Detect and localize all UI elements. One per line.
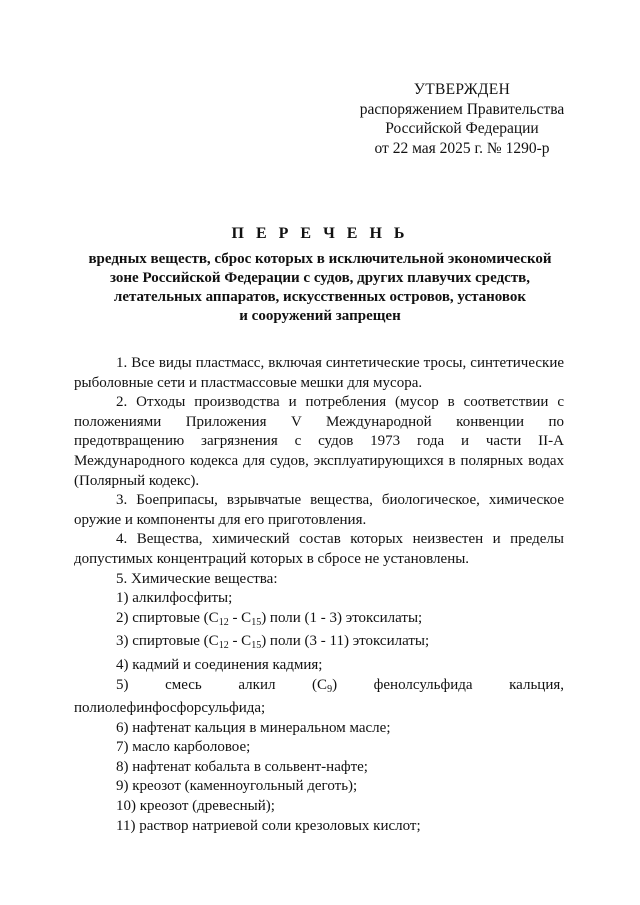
subitem-3-subscript-a: 12: [218, 640, 229, 652]
approval-title: УТВЕРЖДЕН: [413, 81, 511, 98]
subitem-2-text-a: 2) спиртовые (C: [116, 609, 219, 626]
approval-line-1: распоряжением Правительства: [359, 100, 565, 118]
document-body: [74, 354, 564, 836]
subitem-9: 9) креозот (каменноугольный деготь);: [116, 778, 358, 795]
subitem-5: [74, 676, 564, 719]
subitem-7: 7) масло карболовое;: [116, 739, 251, 756]
item-3: 3. Боеприпасы, взрывчатые вещества, биологическое, химическое оружие и компоненты для его приготовления.: [74, 492, 564, 528]
subitem-5-text-b: ) фенолсульфида кальция, полиолефинфосфорсульфида;: [74, 676, 564, 717]
item-2: 2. Отходы производства и потребления (мусор в соответствии с положениями Приложения V Международной конвенции по предотвращению загрязнения с судов 1973 года и части II-A Международного кодекса для судов, эксплуатирующихся в полярных водах (Полярный кодекс).: [74, 394, 564, 489]
item-1: 1. Все виды пластмасс, включая синтетические тросы, синтетические рыболовные сети и пластмассовые мешки для мусора.: [74, 355, 564, 391]
subitem-3-subscript-b: 15: [251, 640, 262, 652]
approval-stamp: [342, 80, 582, 158]
subtitle-line-3: летательных аппаратов, искусственных островов, установок: [113, 289, 527, 305]
subitem-3: [74, 632, 564, 656]
subitem-2-text-c: ) поли (1 - 3) этоксилаты;: [261, 609, 423, 626]
subitem-3-text-b: - C: [228, 633, 252, 650]
item-5: 5. Химические вещества:: [116, 570, 278, 587]
subitem-11: 11) раствор натриевой соли крезоловых кислот;: [116, 817, 421, 834]
approval-line-2: Российской Федерации: [385, 120, 539, 137]
subitem-2-text-b: - C: [228, 609, 252, 626]
subitem-8: 8) нафтенат кобальта в сольвент-нафте;: [116, 758, 368, 775]
document-subtitle: [72, 250, 568, 326]
item-4: 4. Вещества, химический состав которых неизвестен и пределы допустимых концентраций которых в сбросе не установлены.: [74, 531, 564, 567]
subitem-2: [74, 609, 564, 633]
subitem-4: 4) кадмий и соединения кадмия;: [116, 656, 323, 673]
subtitle-line-4: и сооружений запрещен: [239, 308, 401, 324]
subitem-6: 6) нафтенат кальция в минеральном масле;: [116, 719, 391, 736]
subitem-3-text-c: ) поли (3 - 11) этоксилаты;: [261, 633, 430, 650]
subitem-10: 10) креозот (древесный);: [116, 798, 275, 815]
subitem-5-text-a: 5) смесь алкил (C: [116, 676, 328, 693]
subitem-1: 1) алкилфосфиты;: [116, 590, 233, 607]
subtitle-line-2: зоне Российской Федерации с судов, других плавучих средств,: [109, 270, 531, 286]
subitem-3-text-a: 3) спиртовые (C: [116, 633, 219, 650]
subtitle-line-1: вредных веществ, сброс которых в исключительной экономической: [88, 251, 552, 267]
approval-line-3: от 22 мая 2025 г. № 1290-р: [374, 139, 550, 157]
subitem-2-subscript-b: 15: [251, 616, 262, 628]
subitem-2-subscript-a: 12: [218, 616, 229, 628]
subitem-5-subscript: 9: [327, 683, 333, 695]
document-title: П Е Р Е Ч Е Н Ь: [231, 225, 409, 242]
